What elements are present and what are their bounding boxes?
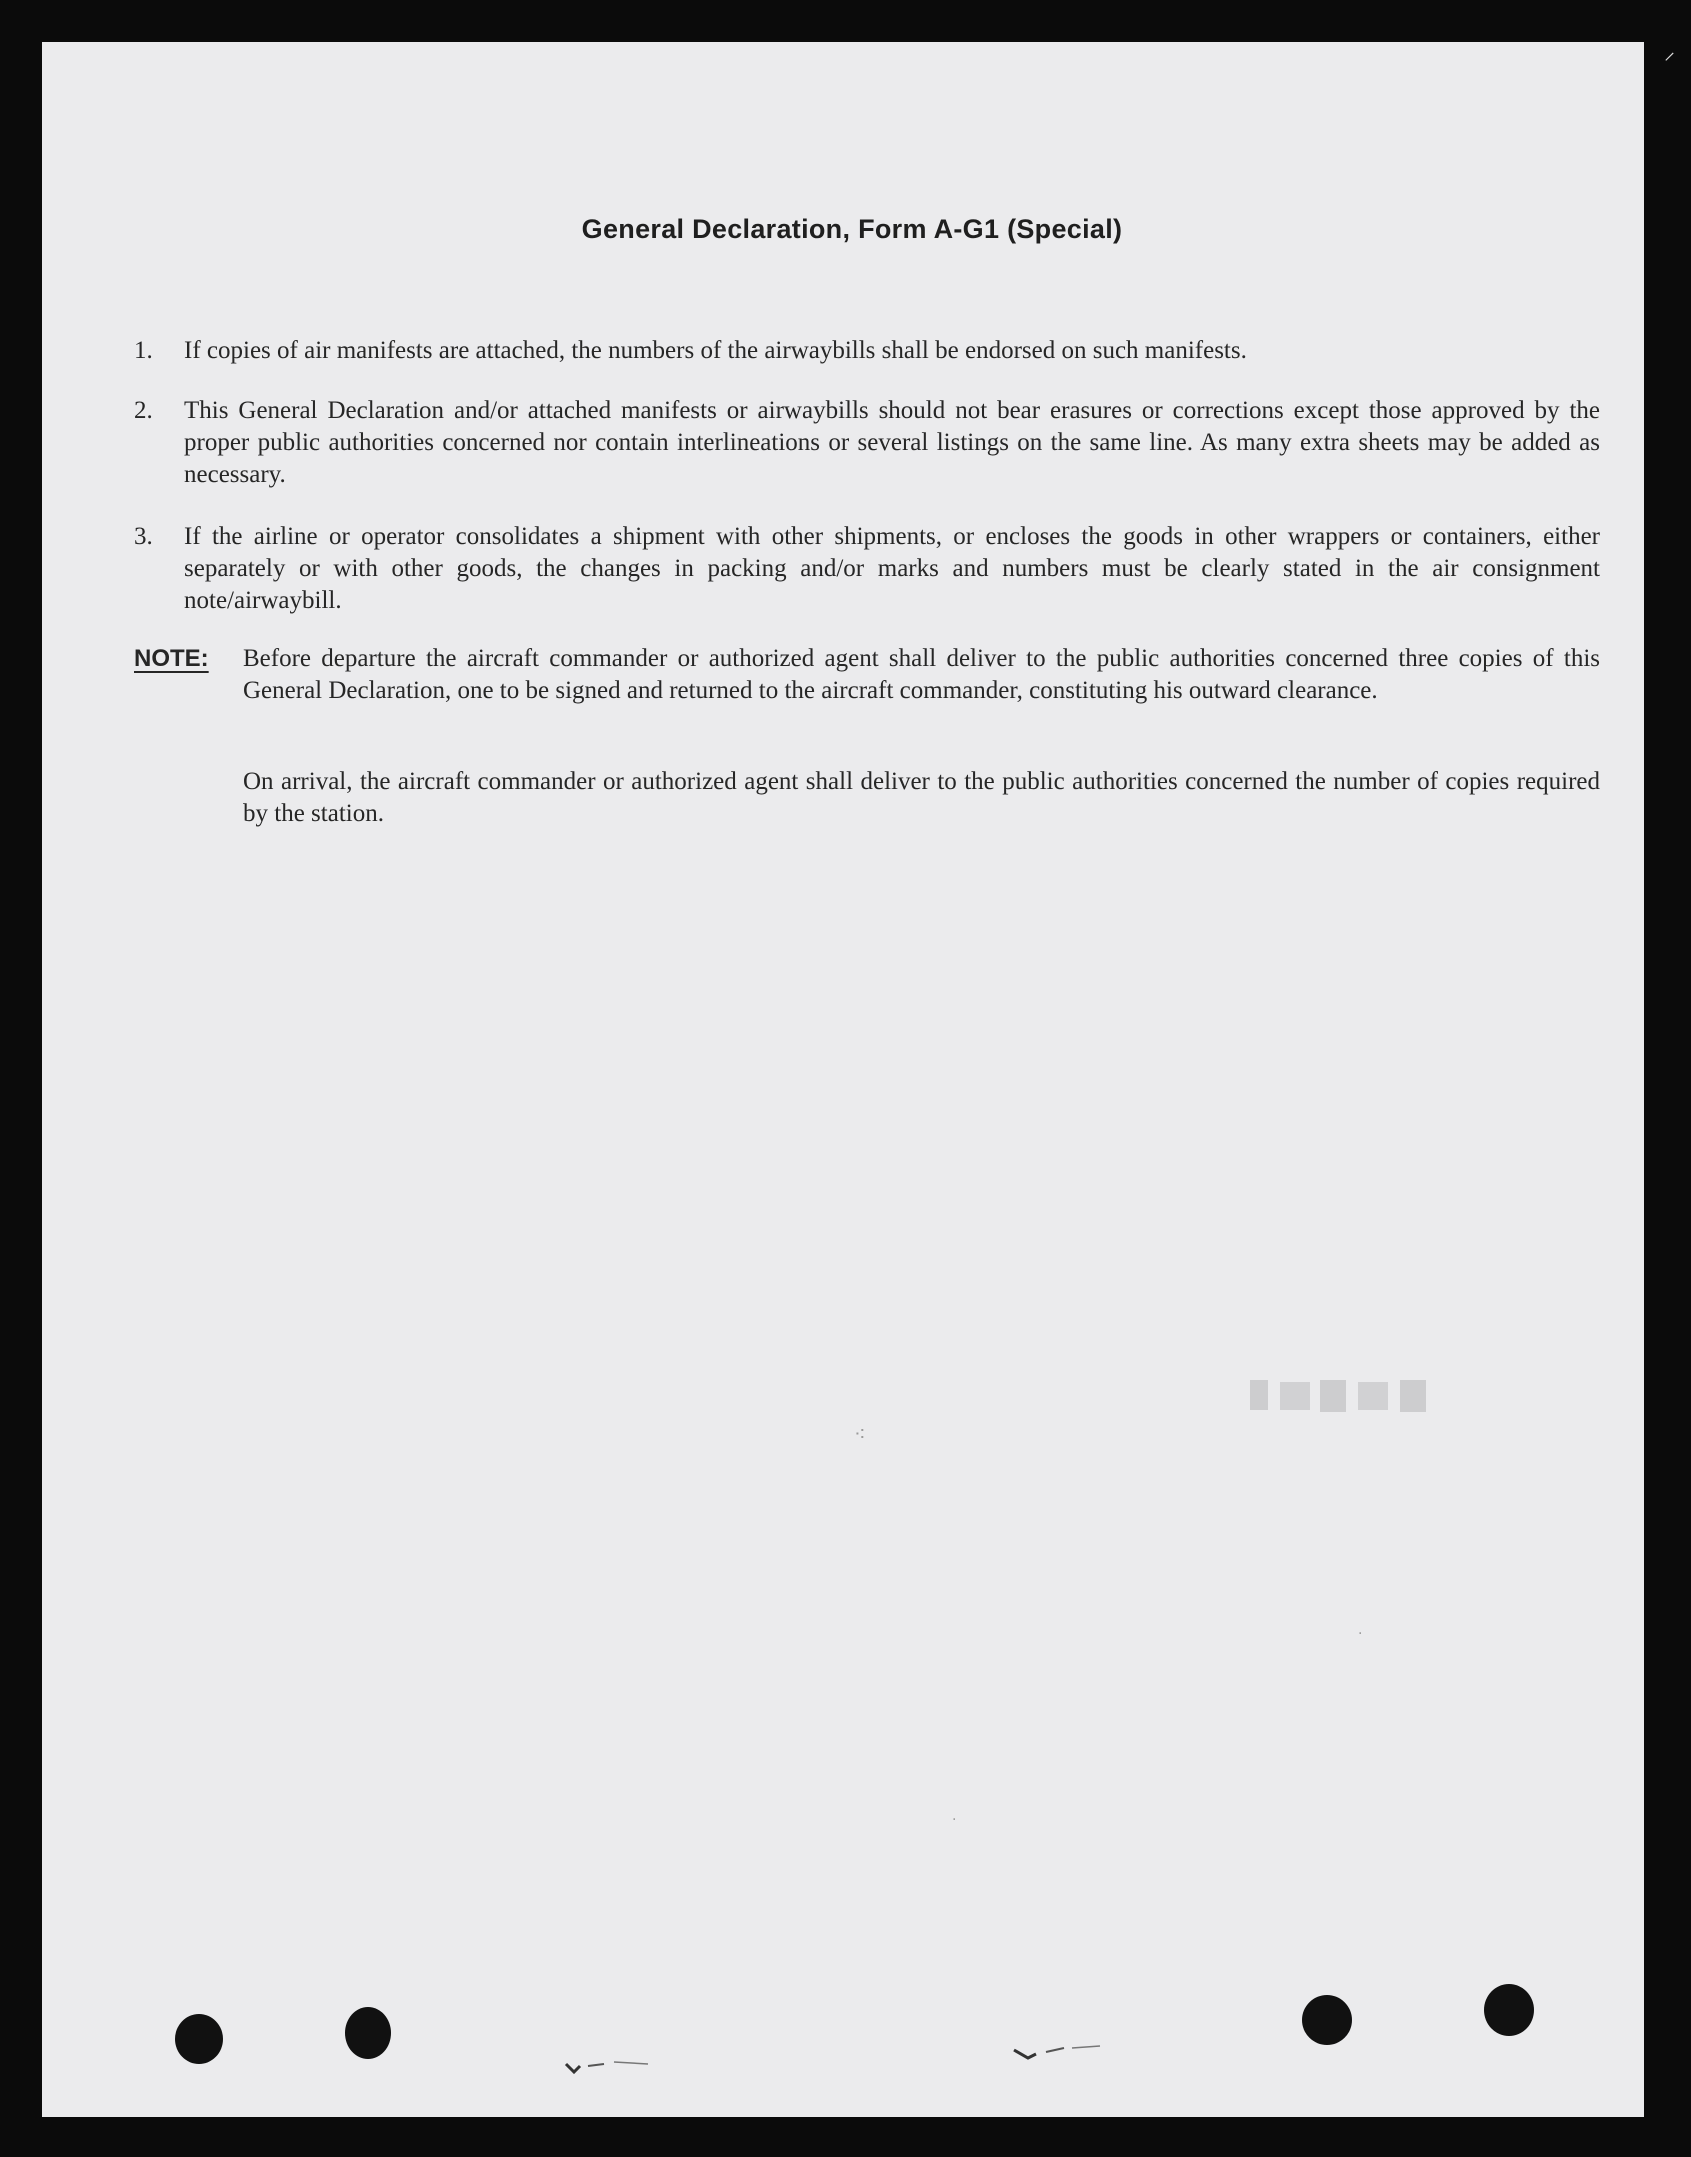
item-number: 3. [134, 523, 153, 550]
edge-speck: ⸝ [1664, 40, 1676, 65]
speck: ⁖ [854, 1422, 866, 1446]
item-text: This General Declaration and/or attached manifests or airwaybills should not bear erasures or corrections except those approved by the proper public authorities concerned nor contain interlineations or several listings on the same line. As many extra sheets may be added as necessary. [184, 397, 1600, 488]
punch-hole [1484, 1984, 1534, 2036]
speck: · [1358, 1626, 1363, 1642]
item-number: 2. [134, 397, 153, 424]
punch-hole [1302, 1995, 1352, 2045]
item-number: 1. [134, 337, 153, 364]
bottom-mark [1012, 2044, 1102, 2068]
bottom-mark [564, 2058, 650, 2078]
speck: · [952, 1812, 957, 1828]
note-paragraph: Before departure the aircraft commander or authorized agent shall deliver to the public authorities concerned three copies of this General Declaration, one to be signed and returned to the aircraft commander, constituting his outward clearance. [243, 645, 1600, 704]
document-page [42, 42, 1644, 2117]
item-text: If the airline or operator consolidates a shipment with other shipments, or encloses the goods in other wrappers or containers, either separately or with other goods, the changes in packing and/or marks and numbers must be clearly stated in the air consignment note/airwaybill. [184, 523, 1600, 614]
punch-hole [345, 2007, 391, 2059]
item-text: If copies of air manifests are attached, the numbers of the airwaybills shall be endorsed on such manifests. [184, 337, 1247, 364]
note-paragraph: On arrival, the aircraft commander or authorized agent shall deliver to the public authorities concerned the number of copies required by the station. [243, 768, 1600, 827]
punch-hole [175, 2014, 223, 2064]
document-title: General Declaration, Form A-G1 (Special) [581, 214, 1123, 244]
faint-stamp-mark [1240, 1372, 1450, 1420]
note-label: NOTE: [134, 645, 209, 672]
